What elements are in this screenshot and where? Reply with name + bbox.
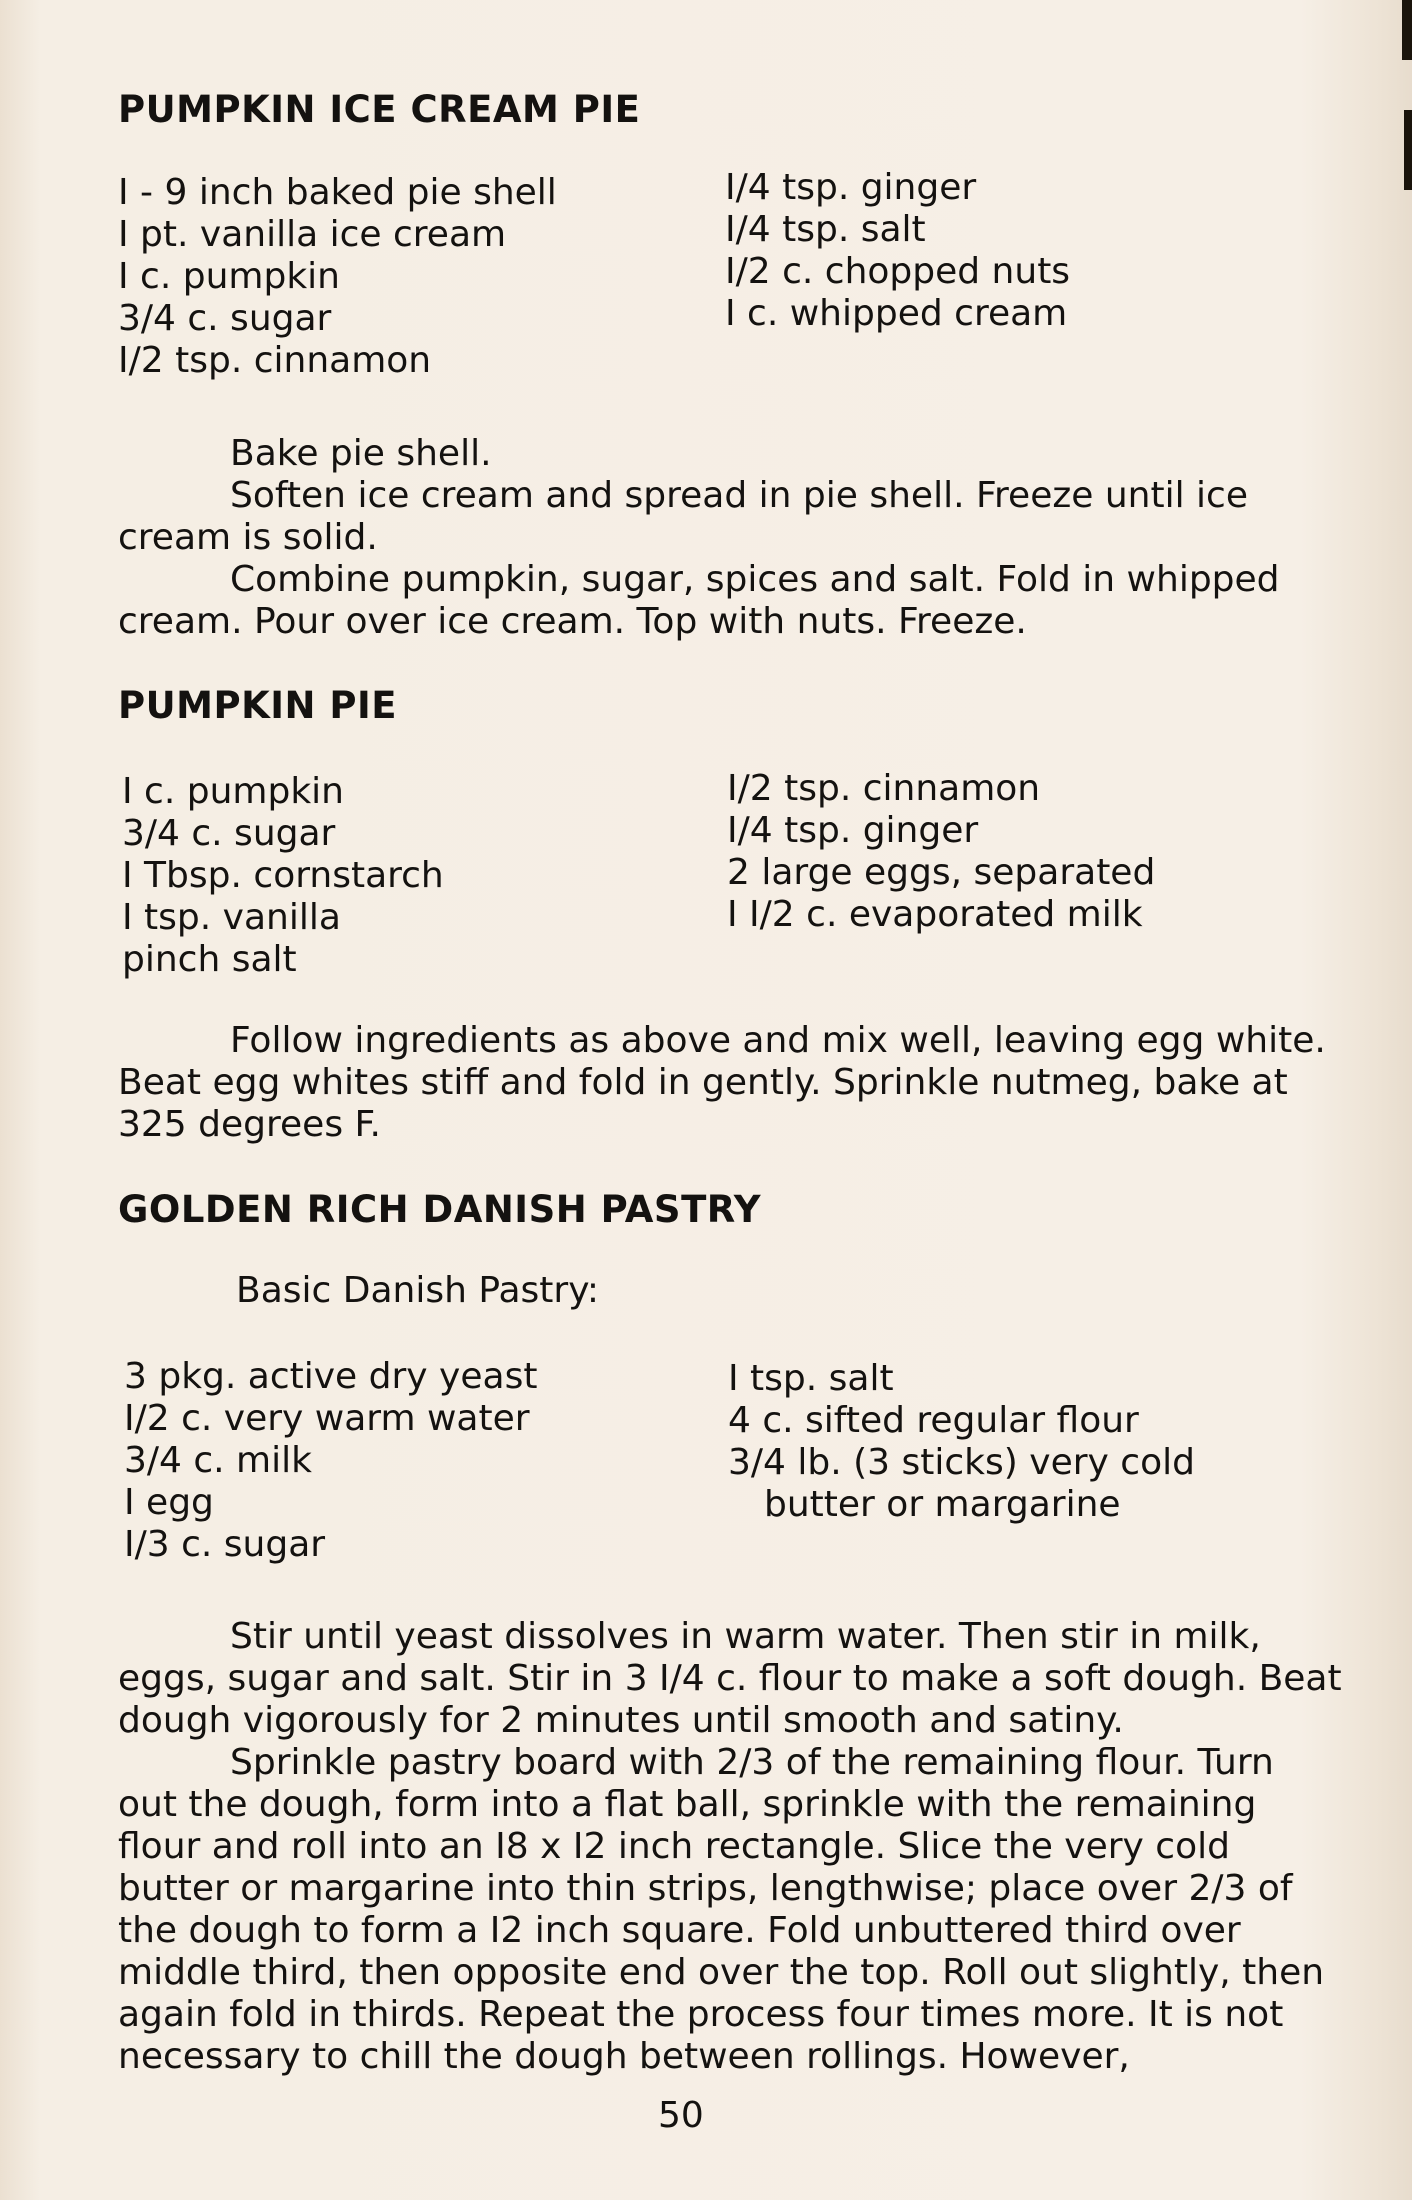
instruction: Follow ingredients as above and mix well, leaving egg white. Beat egg whites stiff and fold in gently. Sprinkle nutmeg, bake at 325 degrees F. [118, 1020, 1326, 1145]
ingredient: I/4 tsp. ginger [725, 167, 977, 208]
ingredient: I c. pumpkin [118, 256, 340, 297]
ingredient: I/2 c. chopped nuts [725, 251, 1071, 292]
recipe-title-pumpkin-pie [118, 684, 1333, 728]
ingredient: butter or margarine [764, 1484, 1121, 1525]
ingredient: I I/2 c. evaporated milk [727, 894, 1143, 935]
ingredients-left [118, 172, 557, 382]
ingredients-right [725, 167, 1070, 335]
ingredient: 4 c. sifted regular flour [728, 1400, 1139, 1441]
ingredient: I egg [124, 1482, 214, 1523]
ingredient: I/4 tsp. salt [725, 209, 926, 250]
page-number: 50 [658, 2095, 704, 2136]
ingredient: 3/4 c. milk [124, 1440, 312, 1481]
instruction: Bake pie shell. [230, 433, 492, 474]
ingredient: I Tbsp. cornstarch [122, 855, 444, 896]
ingredients-right [727, 768, 1155, 936]
instruction: Soften ice cream and spread in pie shell. Freeze until ice cream is solid. [118, 475, 1248, 558]
ingredient: 3/4 c. sugar [122, 813, 336, 854]
ingredient: I tsp. vanilla [122, 897, 341, 938]
ingredients-left [122, 771, 444, 981]
instruction: Stir until yeast dissolves in warm water. Then stir in milk, eggs, sugar and salt. Stir in 3 I/4 c. flour to make a soft dough. Beat dough vigorously for 2 minutes until smooth and satiny. [118, 1616, 1342, 1741]
ingredient: 3/4 lb. (3 sticks) very cold [728, 1442, 1195, 1483]
ingredient: I/4 tsp. ginger [727, 810, 979, 851]
ingredients-right [728, 1358, 1195, 1526]
recipe-title: GOLDEN RICH DANISH PASTRY [118, 1188, 762, 1231]
page-edge-mark [1402, 0, 1412, 60]
recipe-title: PUMPKIN PIE [118, 684, 398, 727]
recipe-title: PUMPKIN ICE CREAM PIE [118, 88, 641, 131]
ingredient: I/3 c. sugar [124, 1524, 326, 1565]
ingredient: I c. whipped cream [725, 293, 1068, 334]
recipe-title-ice-cream-pie [118, 88, 1333, 132]
instruction: Combine pumpkin, sugar, spices and salt. Fold in whipped cream. Pour over ice cream. Top with nuts. Freeze. [118, 559, 1280, 642]
ingredient: I/2 tsp. cinnamon [118, 340, 432, 381]
ingredient: 3 pkg. active dry yeast [124, 1356, 538, 1397]
ingredient: pinch salt [122, 939, 297, 980]
ingredient: I c. pumpkin [122, 771, 344, 812]
ingredients-left [124, 1356, 537, 1566]
ingredient: I/2 tsp. cinnamon [727, 768, 1041, 809]
ingredient: 3/4 c. sugar [118, 298, 332, 339]
ingredient: I tsp. salt [728, 1358, 894, 1399]
recipe-subtitle: Basic Danish Pastry: [236, 1270, 600, 1311]
ingredient: I - 9 inch baked pie shell [118, 172, 557, 213]
instruction: Sprinkle pastry board with 2/3 of the remaining flour. Turn out the dough, form into a flat ball, sprinkle with the remaining flour and roll into an I8 x I2 inch rectangle. Slice the very cold butter or margarine into thin strips, lengthwise; place over 2/3 of the dough to form a I2 inch square. Fold unbuttered third over middle third, then opposite end over the top. Roll out slightly, then again fold in thirds. Repeat the process four times more. It is not necessary to chill the dough between rollings. However, [118, 1742, 1325, 2077]
ingredient: 2 large eggs, separated [727, 852, 1156, 893]
ingredient: I/2 c. very warm water [124, 1398, 530, 1439]
ingredient: I pt. vanilla ice cream [118, 214, 507, 255]
recipe-title-danish-pastry [118, 1188, 1333, 1232]
page-edge-mark [1404, 110, 1412, 190]
